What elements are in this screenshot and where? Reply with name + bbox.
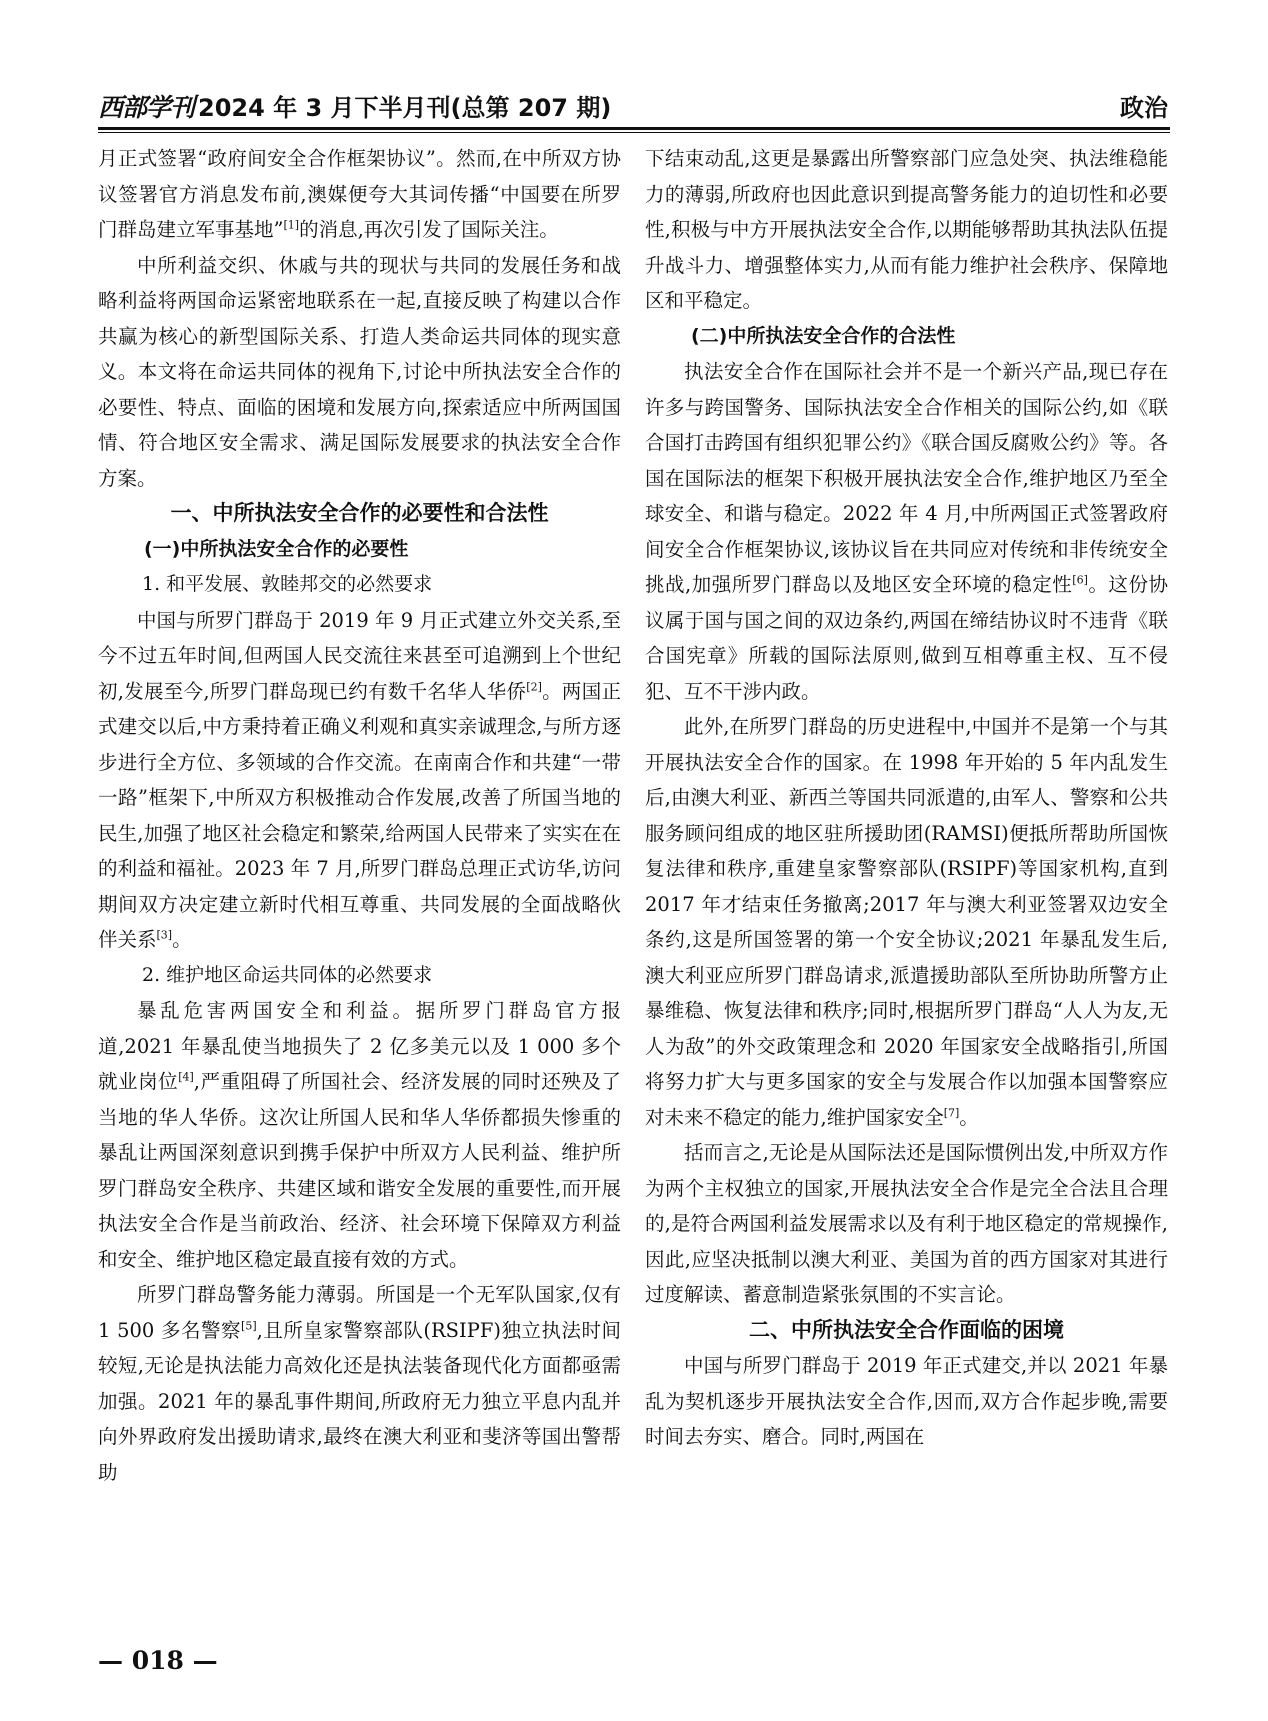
citation-ref: [4] [178,1070,194,1084]
body-paragraph [98,993,621,1277]
section-heading: 一、中所执法安全合作的必要性和合法性 [170,501,549,525]
text-run: 月正式签署“政府间安全合作框架协议”。然而,在中所双方协议签署官方消息发布前,澳媒便夸大其词传播“中国要在所罗门群岛建立军事基地” [98,147,621,241]
body-paragraph [98,248,621,497]
text-run: 的消息,再次引发了国际关注。 [299,218,559,241]
body-paragraph [645,354,1168,709]
subsubsection-heading: 1. 和平发展、敦睦邦交的必然要求 [142,573,433,595]
text-run: 。 [959,1105,979,1129]
text-run: 下结束动乱,这更是暴露出所警察部门应急处突、执法维稳能力的薄弱,所政府也因此意识到提高警务能力的迫切性和必要性,积极与中方开展执法安全合作,以期能够帮助其执法队伍提升战斗力、增强整体实力,从而有能力维护社会秩序、保障地区和平稳定。 [645,147,1168,312]
body-paragraph [645,141,1168,319]
text-run: 。两国正式建交以后,中方秉持着正确义利观和真实亲诚理念,与所方逐步进行全方位、多领域的合作交流。在南南合作和共建“一带一路”框架下,中所双方积极推动合作发展,改善了所国当地的民生,加强了地区社会稳定和繁荣,给两国人民带来了实实在在的利益和福祉。2023 年 7 月,所罗门群岛总理正式访华,访问期间双方决定建立新时代相互尊重、共同发展的全面战略伙伴关系 [98,679,621,951]
page-number: — 018 — [98,1646,218,1675]
text-run: 。 [172,928,192,951]
right-column [645,141,1168,1455]
text-run: 暴乱危害两国安全和利益。据所罗门群岛官方报道,2021 年暴乱使当地损失了 2 亿多美元以及 1 000 多个就业岗位 [98,999,621,1093]
subsection-heading: (二)中所执法安全合作的合法性 [691,324,956,347]
body-paragraph [98,1277,621,1490]
text-run: 所罗门群岛警务能力薄弱。所国是一个无军队国家,仅有 1 500 多名警察 [98,1283,621,1342]
text-run: 此外,在所罗门群岛的历史进程中,中国并不是第一个与其开展执法安全合作的国家。在 1998 年开始的 5 年内乱发生后,由澳大利亚、新西兰等国共同派遣的,由军人、警察和公共服务顾问组成的地区驻所援助团(RAMSI)便抵所帮助所国恢复法律和秩序,重建皇家警察部队(RSIPF)等国家机构,直到 2017 年才结束任务撤离;2017 年与澳大利亚签署双边安全条约,这是所国签署的第一个安全协议;2021 年暴乱发生后,澳大利亚应所罗门群岛请求,派遣援助部队至所协助所警方止暴维稳、恢复法律和秩序;同时,根据所罗门群岛“人人为友,无人为敌”的外交政策理念和 2020 年国家安全战略指引,所国将努力扩大与更多国家的安全与发展合作以加强本国警察应对未来不稳定的能力,维护国家安全 [645,715,1168,1129]
citation-ref: [6] [1072,573,1088,587]
section-name: 政治 [1120,94,1168,122]
subsection-heading: (一)中所执法安全合作的必要性 [144,537,409,560]
subsubsection-heading: 2. 维护地区命运共同体的必然要求 [142,963,433,986]
text-run: ,且所皇家警察部队(RSIPF)独立执法时间较短,无论是执法能力高效化还是执法装备现代化方面都亟需加强。2021 年的暴乱事件期间,所政府无力独立平息内乱并向外界政府发出援助请求,最终在澳大利亚和斐济等国出警帮助 [98,1318,621,1484]
body-paragraph [645,1135,1168,1313]
body-paragraph [645,1348,1168,1455]
citation-ref: [2] [526,680,542,693]
body-paragraph [98,603,621,958]
text-run: ,严重阻碍了所国社会、经济发展的同时还殃及了当地的华人华侨。这次让所国人民和华人华侨都损失惨重的暴乱让两国深刻意识到携手保护中所双方人民利益、维护所罗门群岛安全秩序、共建区域和谐安全发展的重要性,而开展执法安全合作是当前政治、经济、社会环境下保障双方利益和安全、维护地区稳定最直接有效的方式。 [98,1070,621,1271]
body-paragraph [645,709,1168,1135]
header-rule [98,127,1170,130]
citation-ref: [1] [283,218,300,232]
citation-ref: [3] [156,928,173,942]
text-run: 中所利益交织、休戚与共的现状与共同的发展任务和战略利益将两国命运紧密地联系在一起,直接反映了构建以合作共赢为核心的新型国际关系、打造人类命运共同体的现实意义。本文将在命运共同体的视角下,讨论中所执法安全合作的必要性、特点、面临的困境和发展方向,探索适应中所两国国情、符合地区安全需求、满足国际发展要求的执法安全合作方案。 [98,253,621,490]
journal-logo: 西部学刊 [98,93,195,122]
header-rule-thin [98,132,1170,133]
section-heading: 二、中所执法安全合作面临的困境 [749,1317,1064,1342]
body-paragraph [98,141,621,248]
text-run: 。这份协议属于国与国之间的双边条约,两国在缔结协议时不违背《联合国宪章》所载的国际法原则,做到互相尊重主权、互不侵犯、互不干涉内政。 [645,573,1168,703]
text-run: 执法安全合作在国际社会并不是一个新兴产品,现已存在许多与跨国警务、国际执法安全合作相关的国际公约,如《联合国打击跨国有组织犯罪公约》《联合国反腐败公约》等。各国在国际法的框架下积极开展执法安全合作,维护地区乃至全球安全、和谐与稳定。2022 年 4 月,中所两国正式签署政府间安全合作框架协议,该协议旨在共同应对传统和非传统安全挑战,加强所罗门群岛以及地区安全环境的稳定性 [645,360,1168,596]
text-run: 中国与所罗门群岛于 2019 年 9 月正式建立外交关系,至今不过五年时间,但两国人民交流往来甚至可追溯到上个世纪初,发展至今,所罗门群岛现已约有数千名华人华侨 [98,608,621,703]
issue-info: 2024 年 3 月下半月刊(总第 207 期) [198,94,612,122]
citation-ref: [5] [241,1319,257,1332]
text-run: 括而言之,无论是从国际法还是国际惯例出发,中所双方作为两个主权独立的国家,开展执法安全合作是完全合法且合理的,是符合两国利益发展需求以及有利于地区稳定的常规操作,因此,应坚决抵制以澳大利亚、美国为首的西方国家对其进行过度解读、蓄意制造紧张氛围的不实言论。 [645,1141,1168,1306]
left-column [98,141,621,1490]
text-run: 中国与所罗门群岛于 2019 年正式建交,并以 2021 年暴乱为契机逐步开展执法安全合作,因而,双方合作起步晚,需要时间去夯实、磨合。同时,两国在 [645,1354,1168,1448]
page-header [98,88,1168,124]
citation-ref: [7] [943,1106,960,1119]
